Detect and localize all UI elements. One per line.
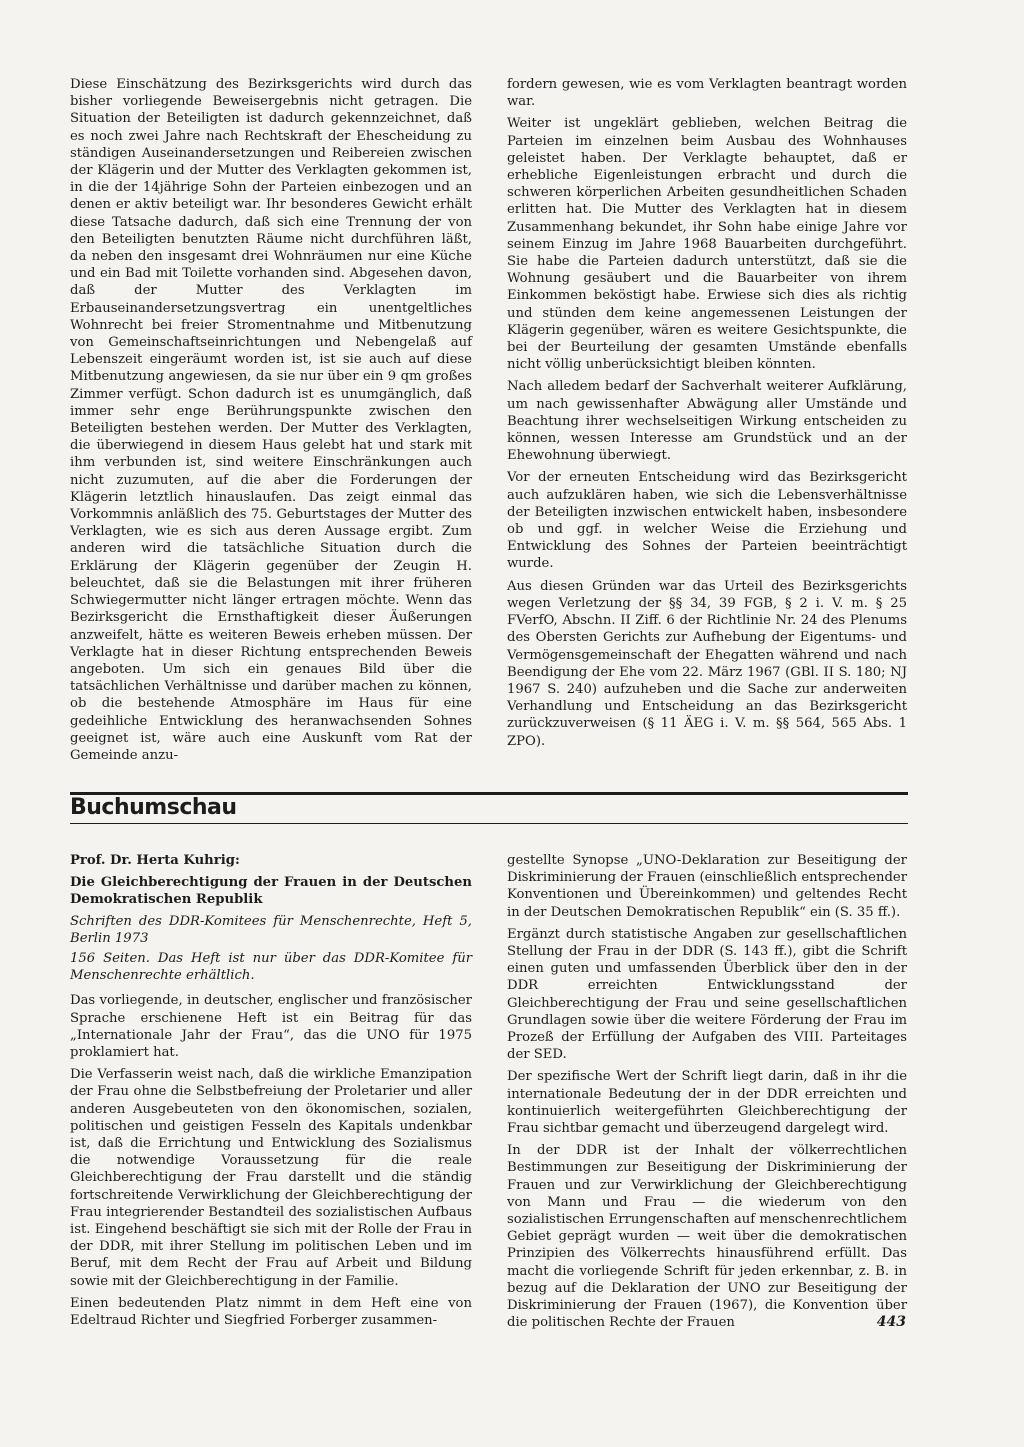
column-top-left	[70, 76, 472, 769]
paragraph: gestellte Synopse „UNO-Deklaration zur Beseitigung der Diskriminierung der Frauen (einschließlich entsprechender Konventionen und Übereinkommen) und geltendes Recht in der Deutschen Demokratischen Republik“ ein (S. 35 ff.).	[507, 853, 907, 920]
book-author: Prof. Dr. Herta Kuhrig:	[70, 853, 240, 868]
paragraph: fordern gewesen, wie es vom Verklagten beantragt worden war.	[507, 77, 907, 110]
section-rule-thin	[70, 823, 908, 824]
paragraph: Weiter ist ungeklärt geblieben, welchen Beitrag die Parteien im einzelnen beim Ausbau des Wohnhauses geleistet haben. Der Verklagte behauptet, daß er erhebliche Eigenleistungen erbracht und durch die schweren körperlichen Arbeiten gesundheitlichen Schaden erlitten hat. Die Mutter des Verklagten hat in diesem Zusammenhang bekundet, ihr Sohn habe einige Jahre vor seinem Einzug im Jahre 1968 Bauarbeiten durchgeführt. Sie habe die Parteien dadurch unterstützt, daß sie die Wohnung gesäubert und die Bauarbeiter von ihrem Einkommen beköstigt habe. Erwiese sich dies als richtig und stünden dem keine angemessenen Leistungen der Klägerin gegenüber, wären es weitere Gesichtspunkte, die bei der Beurteilung der gesamten Umstände ebenfalls nicht völlig unberücksichtigt bleiben könnten.	[507, 116, 907, 373]
paragraph: Vor der erneuten Entscheidung wird das Bezirksgericht auch aufzuklären haben, wie sich die Lebensverhältnisse der Beteiligten inzwischen entwickelt haben, insbesondere ob und ggf. in welcher Weise die Erziehung und Entwicklung des Sohnes der Parteien beeinträchtigt wurde.	[507, 470, 907, 572]
paragraph: Der spezifische Wert der Schrift liegt darin, daß in ihr die internationale Bedeutung der in der DDR erreichten und kontinuierlich weitergeführten Gleichberechtigung der Frau sichtbar gemacht und überzeugend dargelegt wird.	[507, 1069, 907, 1137]
book-info: 156 Seiten. Das Heft ist nur über das DDR-Komitee für Menschenrechte erhältlich.	[70, 951, 472, 984]
paragraph: Ergänzt durch statistische Angaben zur gesellschaftlichen Stellung der Frau in der DDR (S. 143 ff.), gibt die Schrift einen guten und umfassenden Überblick über den in der DDR erreichten Entwicklungsstand der Gleichberechtigung der Frau und seine gesellschaftlichen Grundlagen sowie über die weitere Förderung der Frau im Prozeß der Erfüllung der Aufgaben des VIII. Parteitages der SED.	[507, 926, 907, 1063]
book-title: Die Gleichberechtigung der Frauen in der Deutschen Demokratischen Republik	[70, 875, 472, 908]
page-number: 443	[876, 1314, 906, 1330]
paragraph: Einen bedeutenden Platz nimmt in dem Heft eine von Edeltraud Richter und Siegfried Forberger zusammen-	[70, 1295, 472, 1329]
column-top-right	[507, 76, 907, 755]
column-bottom-left	[70, 852, 472, 1334]
paragraph: Diese Einschätzung des Bezirksgerichts wird durch das bisher vorliegende Beweisergebnis nicht getragen. Die Situation der Beteiligten ist dadurch gekennzeichnet, daß es noch zwei Jahre nach Rechtskraft der Ehescheidung zu ständigen Auseinandersetzungen und Reibereien zwischen der Klägerin und der Mutter des Verklagten gekommen ist, in die der 14jährige Sohn der Parteien einbezogen und an denen er aktiv beteiligt war. Ihr besonderes Gewicht erhält diese Tatsache dadurch, daß sich eine Trennung der von den Beteiligten benutzten Räume nicht durchführen läßt, da neben den insgesamt drei Wohnräumen nur eine Küche und ein Bad mit Toilette vorhanden sind. Abgesehen davon, daß der Mutter des Verklagten im Erbauseinandersetzungsvertrag ein unentgeltliches Wohnrecht bei freier Stromentnahme und Mitbenutzung von Gemeinschaftseinrichtungen und Nebengelaß auf Lebenszeit eingeräumt worden ist, ist sie auch auf diese Mitbenutzung angewiesen, da sie nur über ein 9 qm großes Zimmer verfügt. Schon dadurch ist es unumgänglich, daß immer sehr enge Berührungspunkte zwischen den Beteiligten bestehen werden. Der Mutter des Verklagten, die überwiegend in diesem Haus gelebt hat und stark mit ihm verbunden ist, sind weitere Einschränkungen auch nicht zuzumuten, auf die aber die Forderungen der Klägerin letztlich hinauslaufen. Das zeigt einmal das Vorkommnis anläßlich des 75. Geburtstages der Mutter des Verklagten, wie es sich aus deren Aussage ergibt. Zum anderen wird die tatsächliche Situation durch die Erklärung der Klägerin gegenüber der Zeugin H. beleuchtet, daß sie die Belastungen mit ihrer früheren Schwiegermutter nicht länger ertragen möchte. Wenn das Bezirksgericht die Ernsthaftigkeit dieser Äußerungen anzweifelt, hätte es weiteren Beweis erheben müssen. Der Verklagte hat in dieser Richtung entsprechenden Beweis angeboten. Um sich ein genaues Bild über die tatsächlichen Verhältnisse und darüber machen zu können, ob die bestehende Atmosphäre im Haus für eine gedeihliche Entwicklung des heranwachsenden Sohnes geeignet ist, wäre auch eine Auskunft vom Rat der Gemeinde anzu-	[70, 77, 472, 763]
section-heading: Buchumschau	[70, 795, 237, 820]
paragraph: Aus diesen Gründen war das Urteil des Bezirksgerichts wegen Verletzung der §§ 34, 39 FGB, § 2 i. V. m. § 25 FVerfO, Abschn. II Ziff. 6 der Richtlinie Nr. 24 des Plenums des Obersten Gerichts zur Aufhebung der Eigentums- und Vermögensgemeinschaft der Ehegatten während und nach Beendigung der Ehe vom 22. März 1967 (GBl. II S. 180; NJ 1967 S. 240) aufzuheben und die Sache zur anderweiten Verhandlung und Entscheidung an das Bezirksgericht zurückzuverweisen (§ 11 ÄEG i. V. m. §§ 564, 565 Abs. 1 ZPO).	[507, 578, 907, 749]
paragraph: Nach alledem bedarf der Sachverhalt weiterer Aufklärung, um nach gewissenhafter Abwägung aller Umstände und Beachtung ihrer wechselseitigen Wirkung entscheiden zu können, wessen Interesse am Grundstück und an der Ehewohnung überwiegt.	[507, 379, 907, 464]
paragraph: Die Verfasserin weist nach, daß die wirkliche Emanzipation der Frau ohne die Selbstbefreiung der Proletarier und aller anderen Ausgebeuteten von den ökonomischen, sozialen, politischen und geistigen Fesseln des Kapitals undenkbar ist, daß die Errichtung und Entwicklung des Sozialismus die notwendige Voraussetzung für die reale Gleichberechtigung der Frau darstellt und die ständig fortschreitende Verwirklichung der Gleichberechtigung der Frau integrierender Bestandteil des sozialistischen Aufbaus ist. Eingehend beschäftigt sie sich mit der Rolle der Frau in der DDR, mit ihrer Stellung im politischen Leben und im Beruf, mit dem Recht der Frau auf Arbeit und Bildung sowie mit der Gleichberechtigung in der Familie.	[70, 1067, 472, 1289]
paragraph: Das vorliegende, in deutscher, englischer und französischer Sprache erschienene Heft ist ein Beitrag für das „Internationale Jahr der Frau“, das die UNO für 1975 proklamiert hat.	[70, 993, 472, 1061]
paragraph: In der DDR ist der Inhalt der völkerrechtlichen Bestimmungen zur Beseitigung der Diskriminierung der Frauen und zur Verwirklichung der Gleichberechtigung von Mann und Frau — die wiederum von den sozialistischen Errungenschaften auf menschenrechtlichem Gebiet geprägt wurden — weit über die demokratischen Prinzipien des Völkerrechts hinausführend erfüllt. Das macht die vorliegende Schrift für jeden erkennbar, z. B. in bezug auf die Deklaration der UNO zur Beseitigung der Diskriminierung der Frauen (1967), die Konvention über die politischen Rechte der Frauen	[507, 1143, 907, 1331]
book-series: Schriften des DDR-Komitees für Menschenrechte, Heft 5, Berlin 1973	[70, 913, 472, 946]
column-bottom-right	[507, 852, 907, 1336]
